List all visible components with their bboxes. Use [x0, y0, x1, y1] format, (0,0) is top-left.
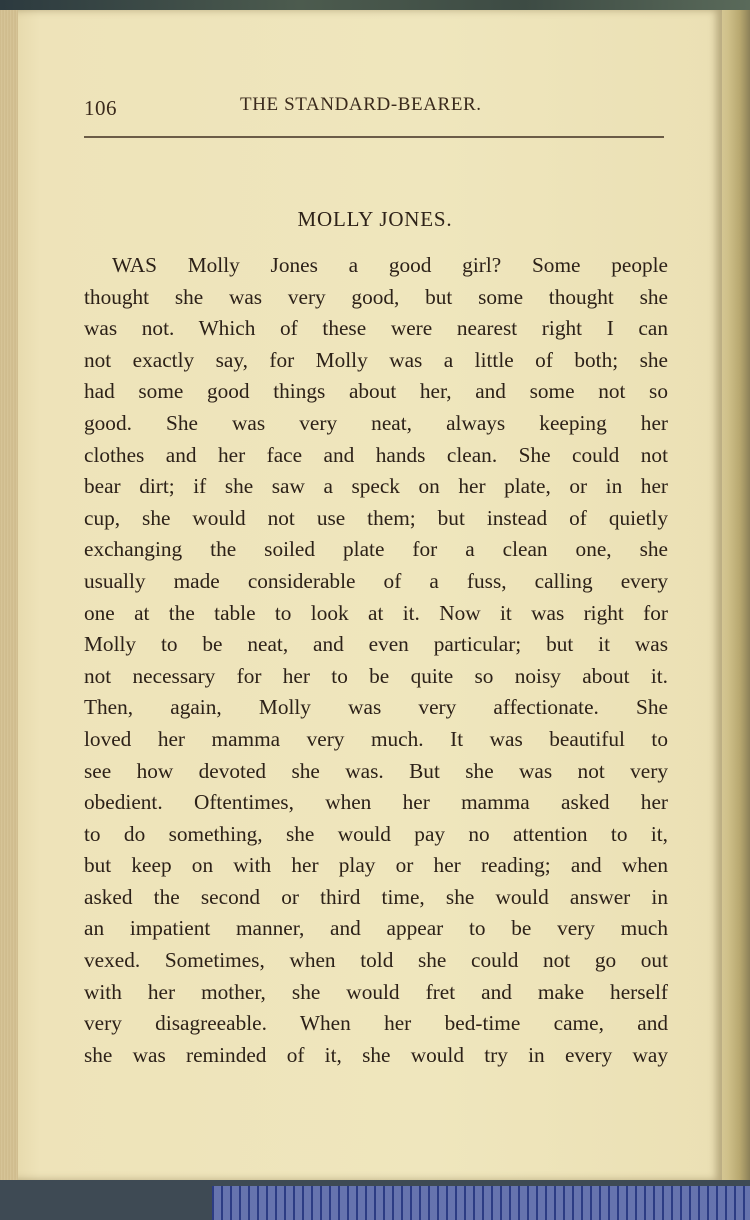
measurement-ruler [212, 1186, 750, 1220]
text-line: clothes and her face and hands clean. She could not [84, 442, 668, 467]
text-line: Then, again, Molly was very affectionate. She [84, 695, 668, 720]
text-line: but keep on with her play or her reading; and when [84, 853, 668, 878]
text-line: cup, she would not use them; but instead of quietly [84, 505, 668, 530]
text-line: thought she was very good, but some thought she [84, 284, 668, 309]
text-line: WAS Molly Jones a good girl? Some people [112, 253, 668, 277]
page-number: 106 [84, 96, 117, 120]
text-line: exchanging the soiled plate for a clean one, she [84, 537, 668, 562]
text-line: one at the table to look at it. Now it was right for [84, 600, 668, 625]
body-text [84, 250, 668, 1071]
text-line: vexed. Sometimes, when told she could not go out [84, 948, 668, 973]
text-line: she was reminded of it, she would try in every way [84, 1042, 668, 1067]
text-line: good. She was very neat, always keeping her [84, 410, 668, 435]
text-line: not exactly say, for Molly was a little of both; she [84, 347, 668, 372]
page-edge-left [0, 10, 18, 1180]
text-line: to do something, she would pay no attention to it, [84, 821, 668, 846]
text-line: was not. Which of these were nearest right I can [84, 316, 668, 341]
text-line: not necessary for her to be quite so noisy about it. [84, 663, 668, 688]
text-line: had some good things about her, and some not so [84, 379, 668, 404]
text-line: Molly to be neat, and even particular; but it was [84, 632, 668, 657]
chapter-title: MOLLY JONES. [297, 207, 453, 231]
running-title: THE STANDARD-BEARER. [240, 94, 482, 115]
text-line: asked the second or third time, she would answer in [84, 884, 668, 909]
text-line: an impatient manner, and appear to be very much [84, 916, 668, 941]
text-line: usually made considerable of a fuss, calling every [84, 568, 668, 593]
text-line: bear dirt; if she saw a speck on her plate, or in her [84, 474, 668, 499]
text-line: with her mother, she would fret and make herself [84, 979, 668, 1004]
text-line: see how devoted she was. But she was not very [84, 758, 668, 783]
header-rule [84, 136, 664, 138]
text-line: very disagreeable. When her bed-time came, and [84, 1011, 668, 1036]
text-line: obedient. Oftentimes, when her mamma asked her [84, 790, 668, 815]
running-header [84, 94, 664, 124]
text-line: loved her mamma very much. It was beautiful to [84, 726, 668, 751]
